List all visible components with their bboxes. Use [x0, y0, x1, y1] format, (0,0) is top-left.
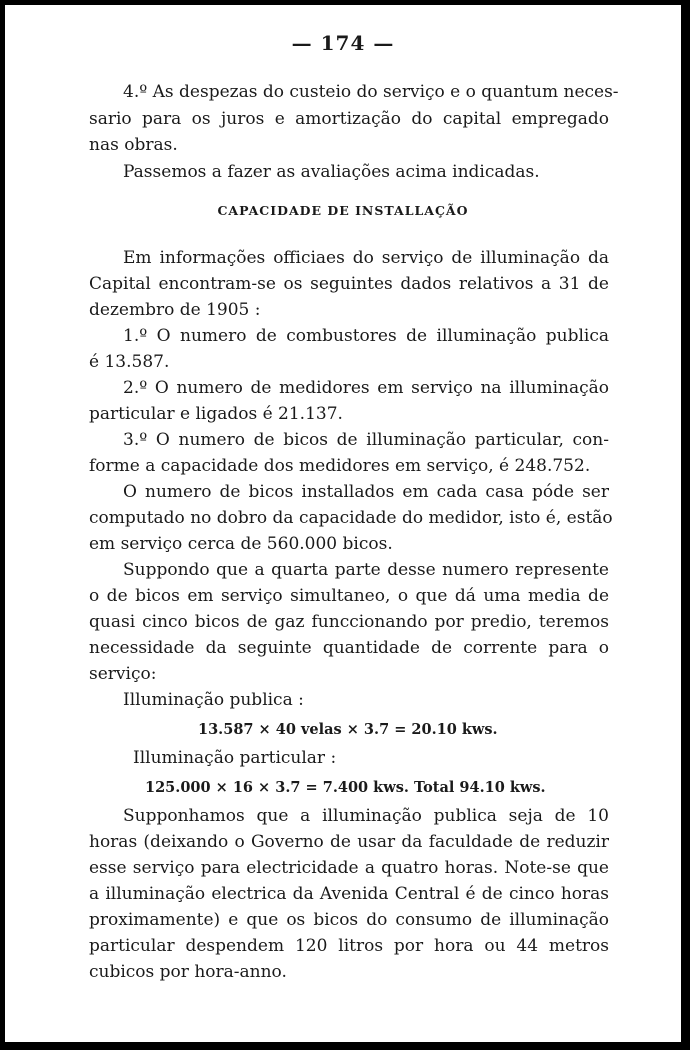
document-page	[5, 5, 681, 1042]
text-line: necessidade da seguinte quantidade de corrente para o	[89, 638, 609, 658]
formula-line: 13.587 × 40 velas × 3.7 = 20.10 kws.	[198, 721, 498, 738]
text-line: computado no dobro da capacidade do medidor, isto é, estão	[89, 508, 613, 528]
text-line: horas (deixando o Governo de usar da faculdade de reduzir	[89, 832, 609, 852]
text-line: proximamente) e que os bicos do consumo de illuminação	[89, 910, 609, 930]
text-line: o de bicos em serviço simultaneo, o que dá uma media de	[89, 586, 609, 606]
text-line: sario para os juros e amortização do capital empregado	[89, 109, 609, 129]
text-line: nas obras.	[89, 135, 178, 155]
text-line: 4.º As despezas do custeio do serviço e o quantum neces-	[123, 82, 619, 102]
text-line: O numero de bicos installados em cada casa póde ser	[123, 482, 609, 502]
text-line: Em informações officiaes do serviço de illuminação da	[123, 248, 609, 268]
section-heading: CAPACIDADE DE INSTALLAÇÃO	[217, 203, 469, 218]
text-line: Illuminação particular :	[133, 748, 337, 768]
text-line: particular despendem 120 litros por hora ou 44 metros	[89, 936, 609, 956]
text-line: Supponhamos que a illuminação publica seja de 10	[123, 806, 609, 826]
text-line: serviço:	[89, 664, 157, 684]
text-line: quasi cinco bicos de gaz funccionando por predio, teremos	[89, 612, 609, 632]
page-number: — 174 —	[291, 31, 395, 55]
text-line: Passemos a fazer as avaliações acima indicadas.	[123, 162, 540, 182]
text-line: Illuminação publica :	[123, 690, 304, 710]
text-line: a illuminação electrica da Avenida Central é de cinco horas	[89, 884, 609, 904]
text-line: Capital encontram-se os seguintes dados relativos a 31 de	[89, 274, 609, 294]
text-line: particular e ligados é 21.137.	[89, 404, 343, 424]
text-line: 1.º O numero de combustores de illuminação publica	[123, 326, 609, 346]
text-line: 2.º O numero de medidores em serviço na illuminação	[123, 378, 609, 398]
formula-line: 125.000 × 16 × 3.7 = 7.400 kws. Total 94.10 kws.	[145, 779, 546, 796]
text-line: Suppondo que a quarta parte desse numero represente	[123, 560, 609, 580]
text-line: cubicos por hora-anno.	[89, 962, 287, 982]
text-line: forme a capacidade dos medidores em serviço, é 248.752.	[89, 456, 591, 476]
text-line: é 13.587.	[89, 352, 170, 372]
text-line: em serviço cerca de 560.000 bicos.	[89, 534, 393, 554]
text-line: esse serviço para electricidade a quatro horas. Note-se que	[89, 858, 609, 878]
text-line: 3.º O numero de bicos de illuminação particular, con-	[123, 430, 609, 450]
text-line: dezembro de 1905 :	[89, 300, 261, 320]
